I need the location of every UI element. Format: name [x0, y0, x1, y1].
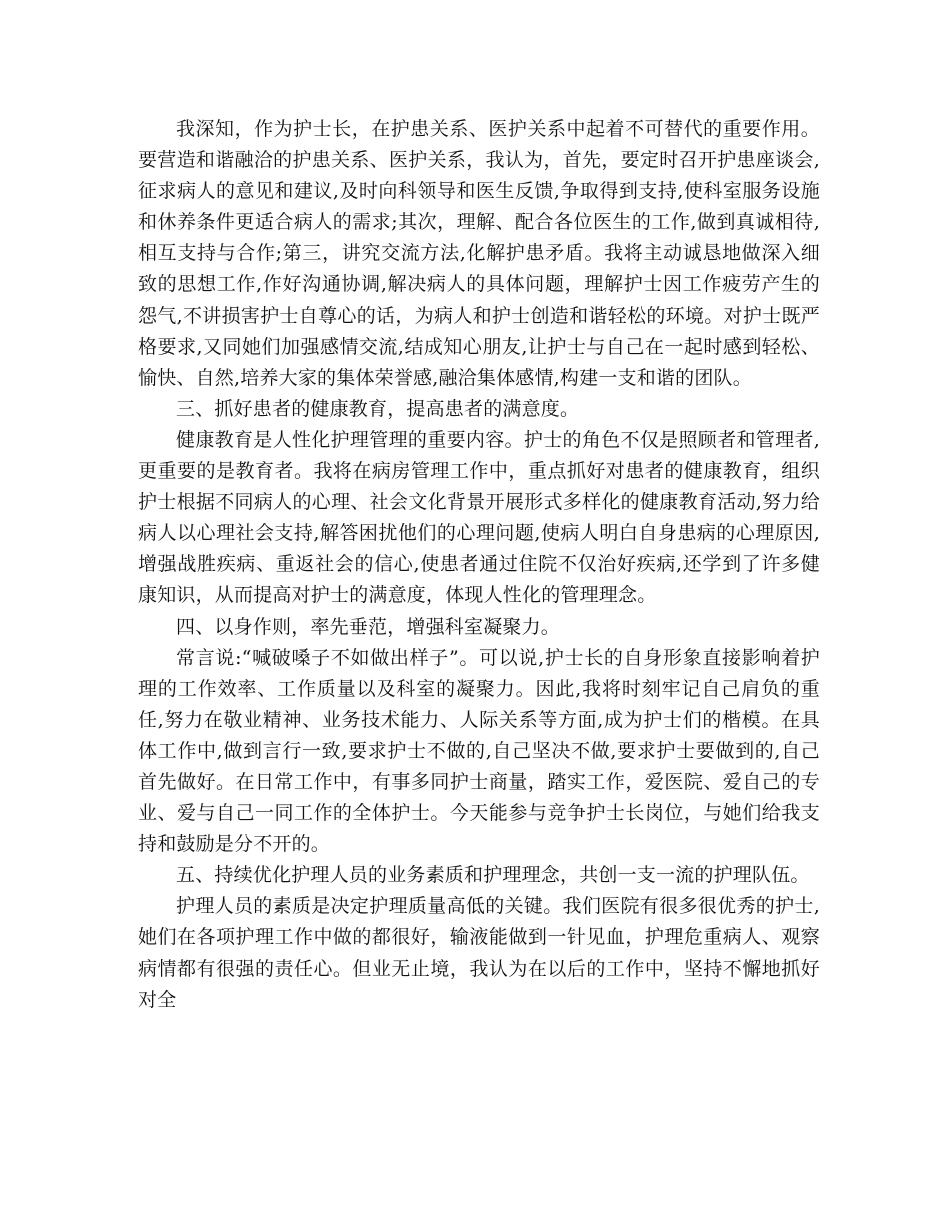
heading-lead-by-example: 四、以身作则，率先垂范，增强科室凝聚力。	[176, 615, 561, 638]
paragraph-health-education: 健康教育是人性化护理管理的重要内容。护士的角色不仅是照顾者和管理者,更重要的是教育者。我将在病房管理工作中，重点抓好对患者的健康教育，组织护士根据不同病人的心理、社会文化背景开展形式多样化的健康教育活动,努力给病人以心理社会支持,解答困扰他们的心理问题,使病人明白自身患病的心理原因,增强战胜疾病、重返社会的信心,使患者通过住院不仅治好疾病,还学到了许多健康知识，从而提高对护士的满意度，体现人性化的管理理念。	[138, 428, 820, 607]
heading-team-quality: 五、持续优化护理人员的业务素质和护理理念，共创一支一流的护理队伍。	[176, 864, 810, 887]
paragraph-communication: 我深知，作为护士长，在护患关系、医护关系中起着不可替代的重要作用。要营造和谐融洽的护患关系、医护关系，我认为，首先，要定时召开护患座谈会,征求病人的意见和建议,及时向科领导和医生反馈,争取得到支持,使科室服务设施和休养条件更适合病人的需求;其次，理解、配合各位医生的工作,做到真诚相待,相互支持与合作;第三，讲究交流方法,化解护患矛盾。我将主动诚恳地做深入细致的思想工作,作好沟通协调,解决病人的具体问题，理解护士因工作疲劳产生的怨气,不讲损害护士自尊心的话，为病人和护士创造和谐轻松的环境。对护士既严格要求,又同她们加强感情交流,结成知心朋友,让护士与自己在一起时感到轻松、愉快、自然,培养大家的集体荣誉感,融洽集体感情,构建一支和谐的团队。	[138, 118, 820, 389]
paragraph-lead-by-example: 常言说:“喊破嗓子不如做出样子”。可以说,护士长的自身形象直接影响着护理的工作效率、工作质量以及科室的凝聚力。因此,我将时刻牢记自己肩负的重任,努力在敬业精神、业务技术能力、人际关系等方面,成为护士们的楷模。在具体工作中,做到言行一致,要求护士不做的,自己坚决不做,要求护士要做到的,自己首先做好。在日常工作中，有事多同护士商量，踏实工作，爱医院、爱自己的专业、爱与自己一同工作的全体护士。今天能参与竞争护士长岗位，与她们给我支持和鼓励是分不开的。	[138, 646, 820, 856]
heading-health-education: 三、抓好患者的健康教育，提高患者的满意度。	[176, 397, 580, 420]
paragraph-team-quality: 护理人员的素质是决定护理质量高低的关键。我们医院有很多很优秀的护士,她们在各项护理工作中做的都很好，输液能做到一针见血，护理危重病人、观察病情都有很强的责任心。但业无止境，我认为在以后的工作中，坚持不懈地抓好对全	[138, 895, 820, 1011]
